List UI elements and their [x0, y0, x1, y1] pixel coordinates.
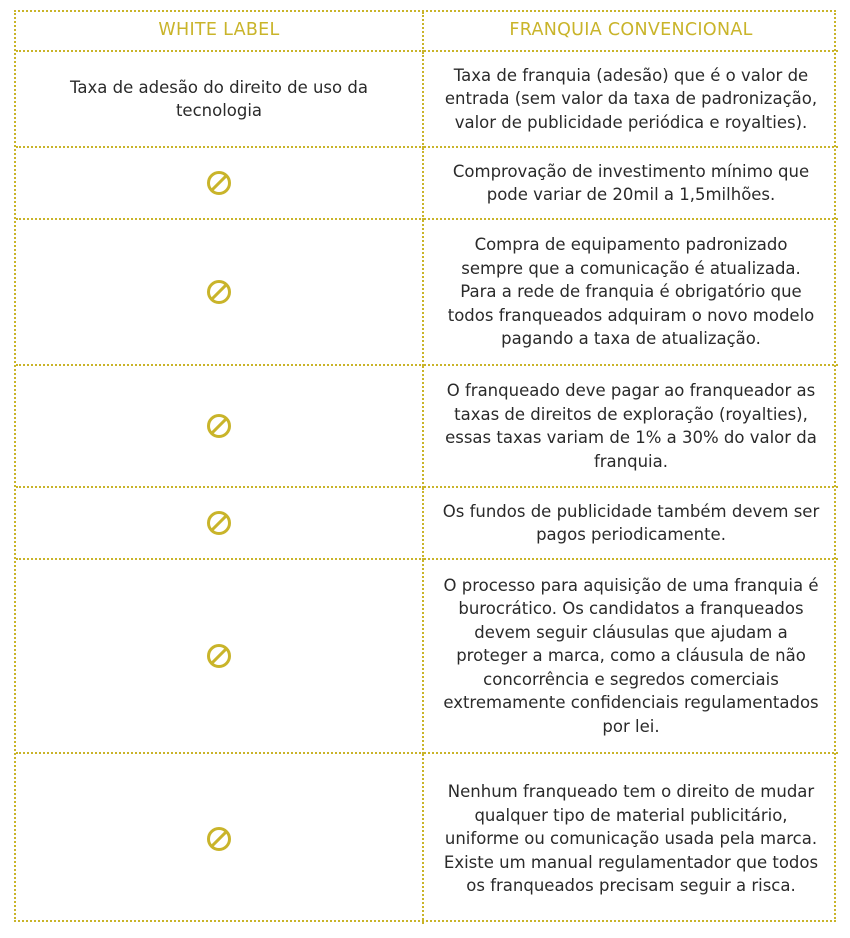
row-1-franquia	[424, 52, 838, 148]
row-5-franquia-text: Os fundos de publicidade também devem ser pagos periodicamente.	[442, 501, 820, 544]
row-4-franquia	[424, 366, 838, 488]
row-6-franquia-text: O processo para aquisição de uma franquia é burocrático. Os candidatos a franqueados devem seguir cláusulas que ajudam a proteger a marca, como a cláusula de não concorrência e segredos comerciais extremamente confidenciais regulamentados por lei.	[443, 575, 819, 736]
prohibited-icon	[206, 510, 232, 536]
header-franquia-convencional: FRANQUIA CONVENCIONAL	[424, 12, 838, 52]
row-1-white-label	[16, 52, 424, 148]
row-5-white-label	[16, 488, 424, 560]
row-6-white-label	[16, 560, 424, 754]
row-5-franquia	[424, 488, 838, 560]
row-1-white-label-text: Taxa de adesão do direito de uso da tecnologia	[70, 77, 368, 120]
row-7-franquia	[424, 754, 838, 924]
row-2-franquia	[424, 148, 838, 220]
prohibited-icon	[206, 170, 232, 196]
row-2-franquia-text: Comprovação de investimento mínimo que pode variar de 20mil a 1,5milhões.	[452, 161, 810, 204]
prohibited-icon	[206, 413, 232, 439]
row-3-franquia	[424, 220, 838, 366]
row-3-white-label	[16, 220, 424, 366]
row-7-white-label	[16, 754, 424, 924]
row-4-white-label	[16, 366, 424, 488]
prohibited-icon	[206, 279, 232, 305]
header-white-label: WHITE LABEL	[16, 12, 424, 52]
row-2-white-label	[16, 148, 424, 220]
row-1-franquia-text: Taxa de franquia (adesão) que é o valor de entrada (sem valor da taxa de padronização, valor de publicidade periódica e royalties).	[444, 65, 818, 132]
prohibited-icon	[206, 643, 232, 669]
row-6-franquia	[424, 560, 838, 754]
row-7-franquia-text: Nenhum franqueado tem o direito de mudar qualquer tipo de material publicitário, uniforme ou comunicação usada pela marca. Existe um manual regulamentador que todos os franqueados precisam seguir a risca.	[443, 782, 819, 896]
prohibited-icon	[206, 826, 232, 852]
row-4-franquia-text: O franqueado deve pagar ao franqueador as taxas de direitos de exploração (royalties), essas taxas variam de 1% a 30% do valor da franquia.	[445, 381, 817, 471]
comparison-table	[14, 10, 836, 922]
row-3-franquia-text: Compra de equipamento padronizado sempre que a comunicação é atualizada. Para a rede de franquia é obrigatório que todos franqueados adquiram o novo modelo pagando a taxa de atualização.	[447, 235, 815, 349]
